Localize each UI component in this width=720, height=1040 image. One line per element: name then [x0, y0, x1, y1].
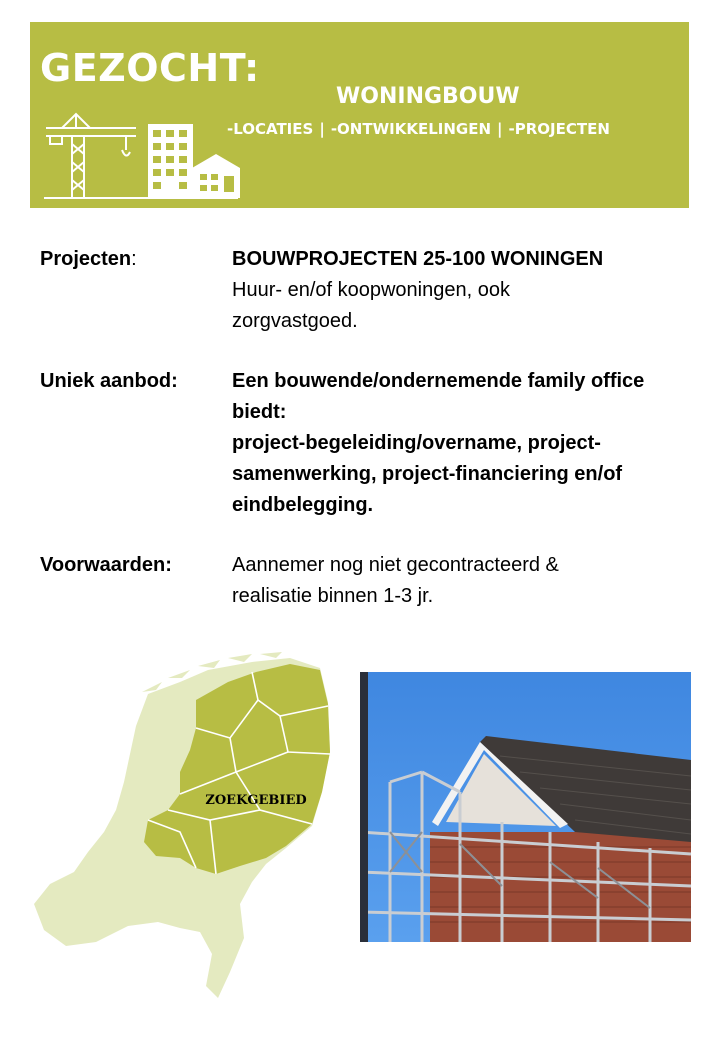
- category-projecten: -PROJECTEN: [508, 120, 610, 138]
- category-locaties: -LOCATIES: [227, 120, 314, 138]
- aanbod-line: samenwerking, project-financiering en/of: [232, 463, 623, 485]
- category-list: [227, 120, 610, 138]
- category-separator: |: [497, 120, 503, 138]
- projecten-heading: BOUWPROJECTEN 25-100 WONINGEN: [232, 248, 604, 270]
- banner-subtitle: WONINGBOUW: [336, 84, 520, 109]
- projecten-line: zorgvastgoed.: [232, 310, 358, 332]
- voorwaarden-line: Aannemer nog niet gecontracteerd &: [232, 554, 559, 576]
- header-banner: [30, 22, 689, 208]
- aanbod-line: Een bouwende/ondernemende family office: [232, 370, 645, 392]
- label-projecten: Projecten:: [40, 248, 137, 270]
- value-uniek-aanbod: [232, 366, 692, 521]
- category-ontwikkelingen: -ONTWIKKELINGEN: [330, 120, 492, 138]
- construction-photo: [360, 672, 691, 942]
- aanbod-line: eindbelegging.: [232, 494, 374, 516]
- page-title: GEZOCHT:: [40, 46, 260, 90]
- value-voorwaarden: [232, 550, 692, 612]
- aanbod-line: biedt:: [232, 401, 287, 423]
- voorwaarden-line: realisatie binnen 1-3 jr.: [232, 585, 434, 607]
- value-projecten: [232, 244, 692, 337]
- label-voorwaarden: Voorwaarden:: [40, 554, 172, 576]
- netherlands-map: [30, 642, 340, 1012]
- projecten-line: Huur- en/of koopwoningen, ook: [232, 279, 510, 301]
- aanbod-line: project-begeleiding/overname, project-: [232, 432, 601, 454]
- label-uniek-aanbod: Uniek aanbod:: [40, 370, 178, 392]
- map-label: ZOEKGEBIED: [205, 793, 307, 808]
- category-separator: |: [319, 120, 325, 138]
- construction-icon: [42, 110, 242, 205]
